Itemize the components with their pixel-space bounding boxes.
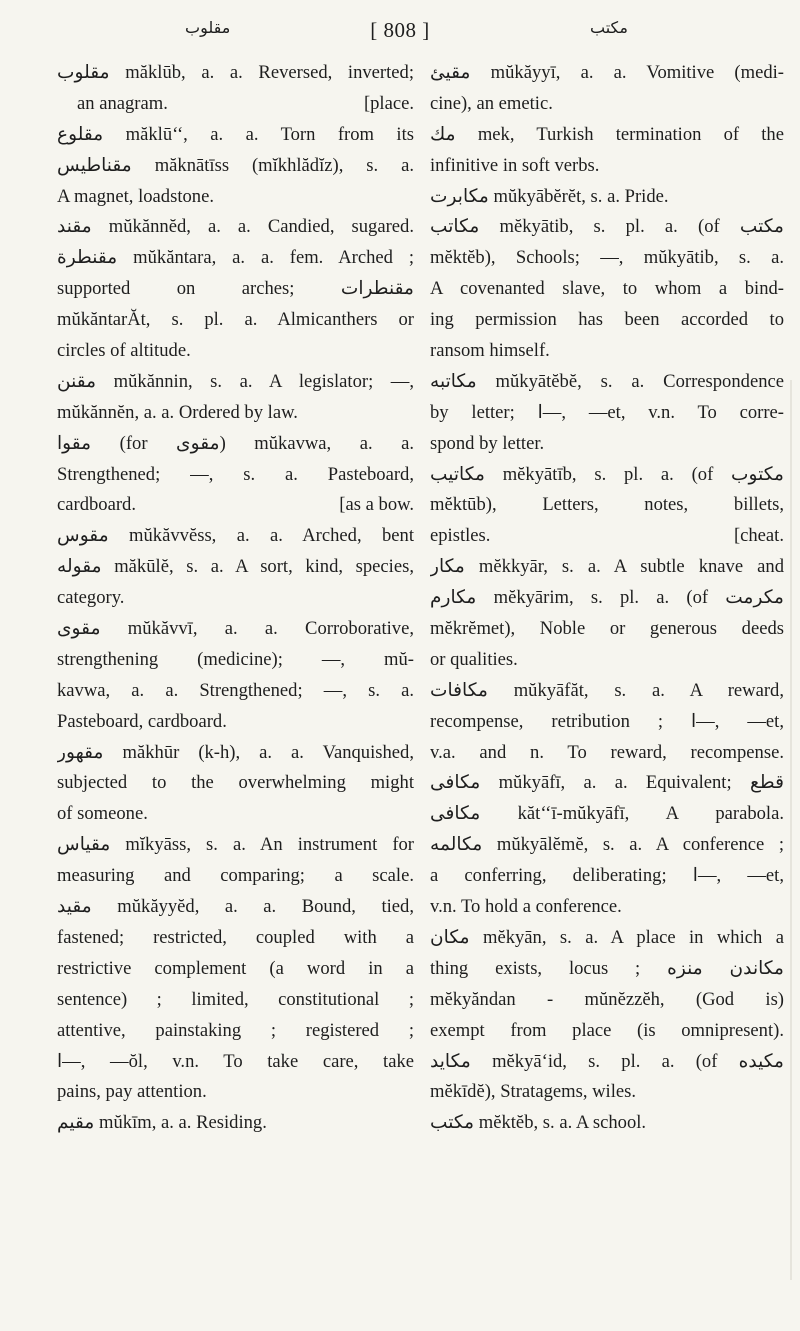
line-text: cardboard.: [57, 494, 136, 516]
dictionary-line: مكابرت mŭkyābĕrĕt, s. a. Pride.: [430, 185, 669, 207]
dictionary-line: A magnet, loadstone.: [57, 185, 214, 207]
dictionary-line: مقوا (for مقوى) mŭkavwa, a. a.: [57, 432, 414, 454]
page-number: [ 808 ]: [370, 18, 430, 42]
dictionary-line: strengthening (medicine); —, mŭ-: [57, 648, 414, 670]
dictionary-line: Strengthened; —, s. a. Pasteboard,: [57, 463, 414, 485]
catchword-bracket: [as a bow.: [339, 494, 414, 516]
dictionary-line: exempt from place (is omnipresent).: [430, 1019, 784, 1041]
dictionary-line: kavwa, a. a. Strengthened; —, s. a.: [57, 679, 414, 701]
dictionary-line: category.: [57, 587, 125, 609]
dictionary-line: v.a. and n. To reward, recompense.: [430, 741, 784, 763]
line-text: epistles.: [430, 525, 491, 547]
dictionary-line: مكاتبه mŭkyātĕbĕ, s. a. Correspondence: [430, 370, 784, 392]
dictionary-line: sentence) ; limited, constitutional ;: [57, 988, 414, 1010]
dictionary-line: supported on arches; مقنطرات: [57, 278, 414, 300]
catchword-bracket: [cheat.: [733, 525, 784, 547]
dictionary-line: مكتب mĕktĕb, s. a. A school.: [430, 1112, 647, 1134]
dictionary-line: of someone.: [57, 803, 148, 825]
dictionary-line: مقند mŭkănnĕd, a. a. Candied, sugared.: [57, 216, 414, 238]
dictionary-line: mĕkyăndan - mŭnĕzzĕh, (God is): [430, 988, 784, 1010]
dictionary-line: ing permission has been accorded to: [430, 309, 784, 331]
dictionary-line: مقياس mĭkyāss, s. a. An instrument for: [57, 834, 414, 856]
right-column: [430, 58, 784, 1139]
dictionary-line: a conferring, deliberating; ا—, —et,: [430, 865, 784, 887]
page-edge-shadow: [790, 380, 792, 1280]
dictionary-line: measuring and comparing; a scale.: [57, 865, 414, 887]
dictionary-line: مكافى mŭkyāfī, a. a. Equivalent; قطع: [430, 772, 784, 794]
dictionary-line: [57, 89, 414, 120]
dictionary-line: مقيئ mŭkăyyī, a. a. Vomitive (medi-: [430, 62, 784, 83]
dictionary-line: [430, 521, 784, 552]
dictionary-line: ransom himself.: [430, 340, 550, 362]
dictionary-line: مقوله măkūlĕ, s. a. A sort, kind, species,: [57, 556, 414, 578]
dictionary-line: مكايد mĕkyā‘id, s. pl. a. (of مكيده: [430, 1050, 784, 1072]
dictionary-line: مقلوب măklūb, a. a. Reversed, inverted;: [57, 62, 414, 83]
left-column: [57, 58, 414, 1139]
dictionary-line: restrictive complement (a word in a: [57, 957, 414, 979]
dictionary-line: مقلوع măklū‘‘, a. a. Torn from its: [57, 123, 414, 145]
dictionary-line: مقيم mŭkīm, a. a. Residing.: [57, 1112, 267, 1134]
dictionary-line: A covenanted slave, to whom a bind-: [430, 278, 784, 300]
dictionary-line: مكان mĕkyān, s. a. A place in which a: [430, 926, 784, 948]
dictionary-line: mĕktūb), Letters, notes, billets,: [430, 494, 784, 516]
dictionary-line: مكافى kăt‘‘ī-mŭkyāfī, A parabola.: [430, 803, 784, 825]
dictionary-line: mĕktĕb), Schools; —, mŭkyātib, s. a.: [430, 247, 784, 269]
dictionary-line: مقيد mŭkăyyĕd, a. a. Bound, tied,: [57, 896, 414, 918]
dictionary-line: مقوى mŭkăvvī, a. a. Corroborative,: [57, 618, 414, 640]
dictionary-line: مقناطيس măknātīss (mĭkhlădĭz), s. a.: [57, 154, 414, 176]
dictionary-line: mĕkrĕmet), Noble or generous deeds: [430, 618, 784, 640]
dictionary-line: mŭkăntarĂt, s. pl. a. Almicanthers or: [57, 309, 414, 331]
dictionary-line: subjected to the overwhelming might: [57, 772, 414, 794]
dictionary-line: fastened; restricted, coupled with a: [57, 926, 414, 948]
dictionary-line: ا—, —ŏl, v.n. To take care, take: [57, 1050, 414, 1072]
dictionary-line: recompense, retribution ; ا—, —et,: [430, 710, 784, 732]
dictionary-line: by letter; ا—, —et, v.n. To corre-: [430, 401, 784, 423]
dictionary-line: infinitive in soft verbs.: [430, 154, 600, 176]
dictionary-line: مك mek, Turkish termination of the: [430, 123, 784, 145]
catchword-bracket: [place.: [363, 92, 414, 114]
dictionary-line: مقنطرة mŭkăntara, a. a. fem. Arched ;: [57, 247, 414, 269]
dictionary-line: mĕkīdĕ), Stratagems, wiles.: [430, 1081, 637, 1103]
dictionary-line: مكاتب mĕkyātib, s. pl. a. (of مكتب: [430, 216, 784, 238]
dictionary-line: مكارم mĕkyārim, s. pl. a. (of مكرمت: [430, 587, 784, 609]
dictionary-line: مكالمه mŭkyālĕmĕ, s. a. A conference ;: [430, 834, 784, 856]
dictionary-line: مقوس mŭkăvvĕss, a. a. Arched, bent: [57, 525, 414, 547]
dictionary-line: [57, 490, 414, 521]
dictionary-line: circles of altitude.: [57, 340, 191, 362]
dictionary-line: thing exists, locus ; مكاندن منزه: [430, 957, 784, 979]
dictionary-line: spond by letter.: [430, 432, 545, 454]
dictionary-line: Pasteboard, cardboard.: [57, 710, 227, 732]
dictionary-line: مقنن mŭkănnin, s. a. A legislator; —,: [57, 370, 414, 392]
dictionary-line: mŭkănnĕn, a. a. Ordered by law.: [57, 401, 298, 423]
dictionary-line: مكاتيب mĕkyātīb, s. pl. a. (of مكتوب: [430, 463, 784, 485]
header-left-catchword: مقلوب: [185, 18, 231, 37]
dictionary-line: cine), an emetic.: [430, 92, 553, 114]
dictionary-line: attentive, painstaking ; registered ;: [57, 1019, 414, 1041]
page-header: [0, 18, 800, 48]
header-right-catchword: مكتب: [590, 18, 628, 37]
dictionary-line: مكار mĕkkyār, s. a. A subtle knave and: [430, 556, 784, 578]
line-text: an anagram.: [77, 92, 168, 114]
dictionary-line: pains, pay attention.: [57, 1081, 207, 1103]
dictionary-line: مقهور măkhūr (k-h), a. a. Vanquished,: [57, 741, 414, 763]
dictionary-line: v.n. To hold a conference.: [430, 896, 622, 918]
dictionary-line: مكافات mŭkyāfăt, s. a. A reward,: [430, 679, 784, 701]
dictionary-line: or qualities.: [430, 648, 518, 670]
